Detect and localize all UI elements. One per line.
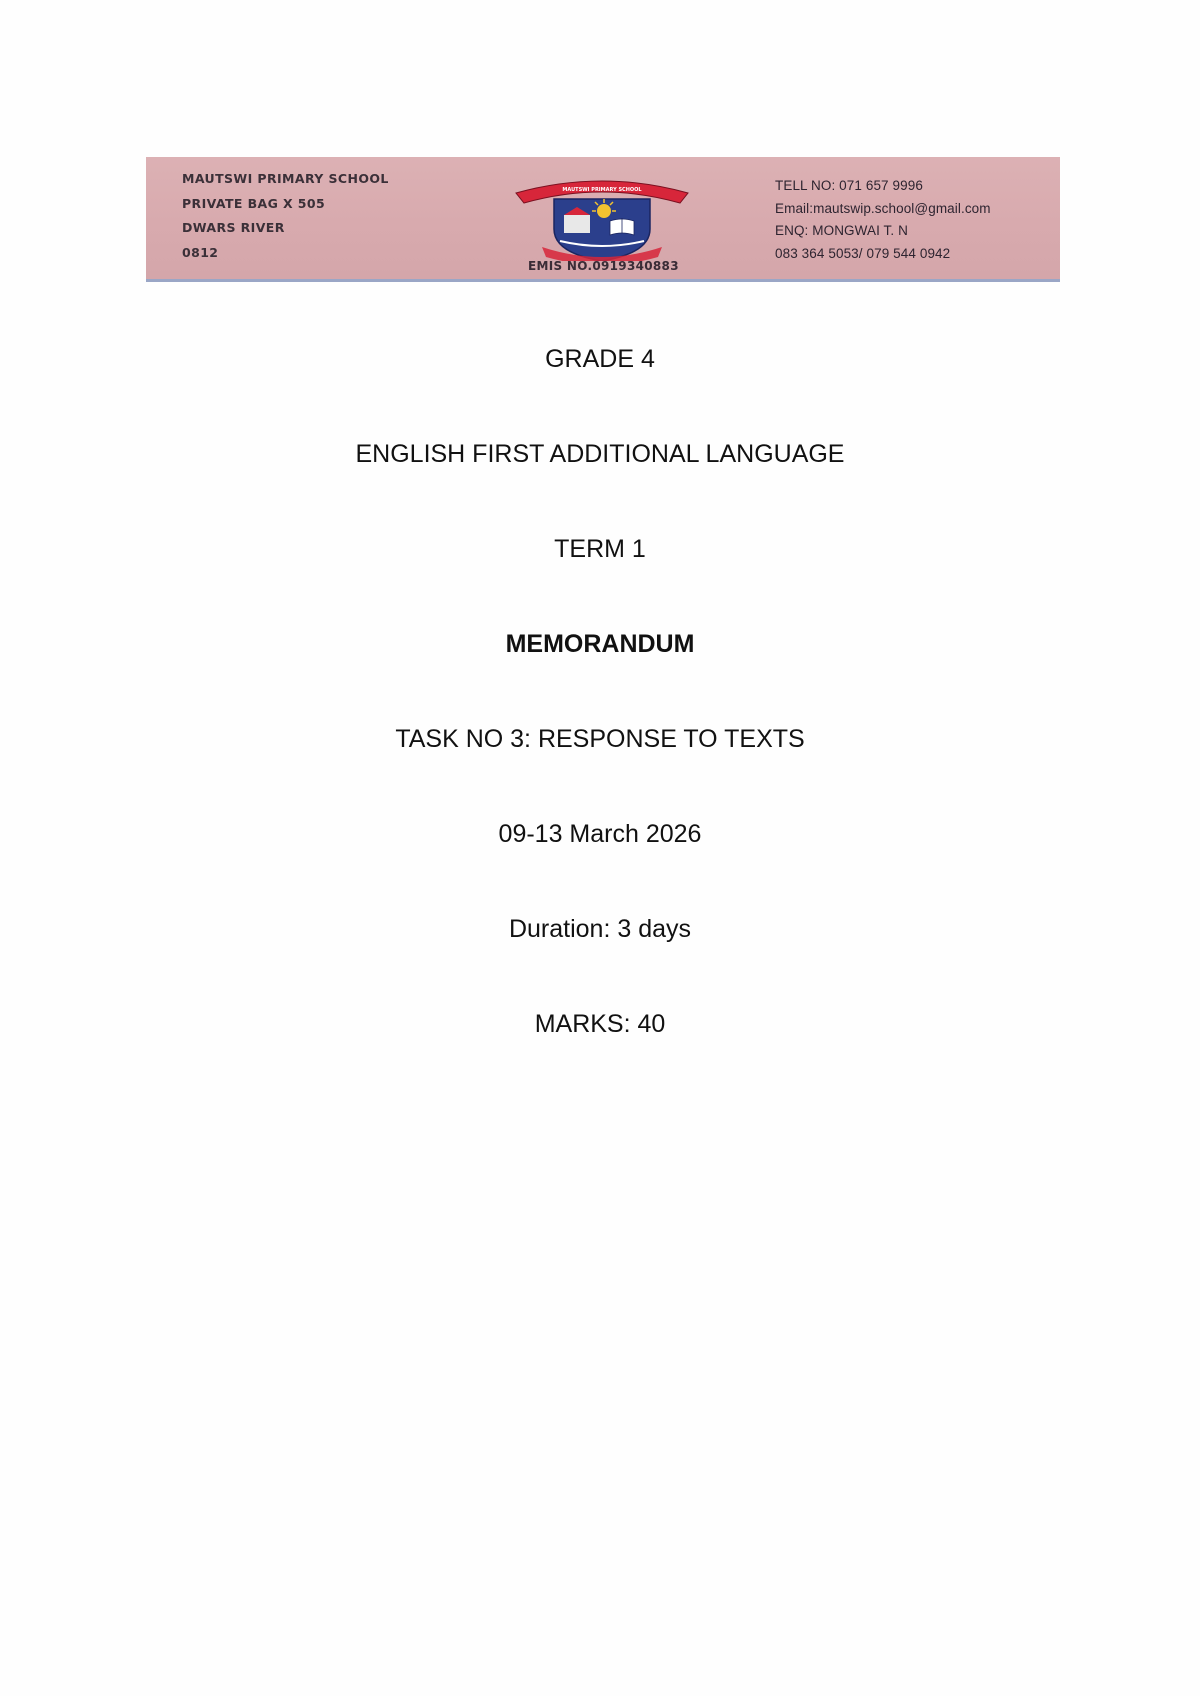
term-heading: TERM 1	[554, 535, 646, 563]
address-line-1: PRIVATE BAG X 505	[182, 195, 326, 211]
email: Email:mautswip.school@gmail.com	[775, 200, 991, 216]
duration: Duration: 3 days	[508, 915, 692, 943]
total-marks: MARKS: 40	[534, 1010, 666, 1038]
date-range: 09-13 March 2026	[498, 820, 702, 848]
postal-code: 0812	[182, 244, 219, 260]
address-line-2: DWARS RIVER	[182, 220, 285, 235]
subject-heading: ENGLISH FIRST ADDITIONAL LANGUAGE	[355, 440, 845, 468]
school-crest-logo	[514, 171, 690, 261]
school-name: MAUTSWI PRIMARY SCHOOL	[182, 171, 389, 186]
task-heading: TASK NO 3: RESPONSE TO TEXTS	[395, 725, 805, 753]
phone-numbers: 083 364 5053/ 079 544 0942	[775, 245, 951, 261]
telephone: TELL NO: 071 657 9996	[775, 178, 923, 193]
crest-banner-text: MAUTSWI PRIMARY SCHOOL	[562, 187, 642, 193]
school-address-block	[182, 167, 389, 265]
letterhead-banner	[146, 157, 1060, 282]
enquiries-contact: ENQ: MONGWAI T. N	[775, 223, 908, 238]
document-type-heading: MEMORANDUM	[505, 630, 695, 658]
emis-number: EMIS NO.0919340883	[528, 259, 679, 273]
grade-heading: GRADE 4	[545, 345, 655, 373]
contact-block	[775, 175, 991, 265]
